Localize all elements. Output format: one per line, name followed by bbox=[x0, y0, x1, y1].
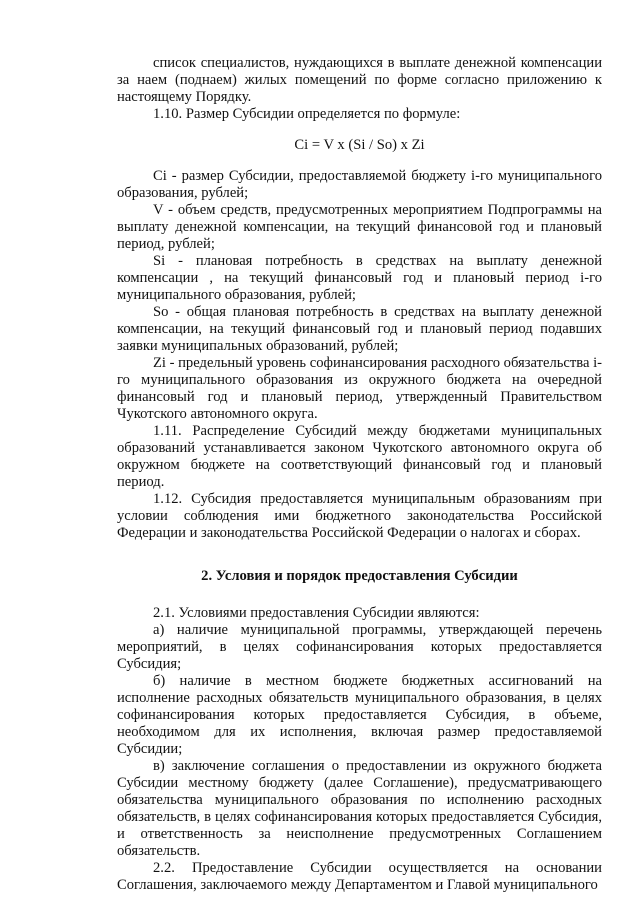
paragraph-1-10: 1.10. Размер Субсидии определяется по формуле: bbox=[153, 106, 461, 122]
section-heading: 2. Условия и порядок предоставления Субсидии bbox=[201, 568, 518, 584]
definition-zi: Zi - предельный уровень софинансирования расходного обязательства i-го муниципального образования из окружного бюджета на очередной финансовый год и плановый период, утвержденный Правительством Чукотского автономного округа. bbox=[117, 355, 602, 422]
definition-v: V - объем средств, предусмотренных мероприятием Подпрограммы на выплату денежной компенсации, на текущий финансовой год и плановый период, рублей; bbox=[117, 202, 602, 252]
definition-ci: Ci - размер Субсидии, предоставляемой бюджету i-го муниципального образования, рублей; bbox=[117, 168, 602, 201]
paragraph-2-1: 2.1. Условиями предоставления Субсидии являются: bbox=[153, 605, 480, 621]
definition-si: Si - плановая потребность в средствах на выплату денежной компенсации , на текущий финансовый год и плановый период i-го муниципального образования, рублей; bbox=[117, 253, 602, 303]
paragraph-2-2: 2.2. Предоставление Субсидии осуществляется на основании Соглашения, заключаемого между Департаментом и Главой муниципального bbox=[117, 860, 602, 893]
paragraph-1-12: 1.12. Субсидия предоставляется муниципальным образованиям при условии соблюдения ими бюджетного законодательства Российской Федерации и законодательства Российской Федерации о налогах и сборах. bbox=[117, 491, 602, 541]
condition-v: в) заключение соглашения о предоставлении из окружного бюджета Субсидии местному бюджету (далее Соглашение), предусматривающего обязательства муниципального образования по исполнению расходных обязательств, в целях софинансирования которых предоставляется Субсидия, и ответственность за неисполнение предусмотренных Соглашением обязательств. bbox=[117, 758, 602, 859]
paragraph-specialists-list: список специалистов, нуждающихся в выплате денежной компенсации за наем (поднаем) жилых помещений по форме согласно приложению к настоящему Порядку. bbox=[117, 55, 602, 105]
subsidy-formula: Ci = V x (Si / So) x Zi bbox=[294, 137, 425, 153]
condition-b: б) наличие в местном бюджете бюджетных ассигнований на исполнение расходных обязательств муниципального образования, в целях софинансирования которых предоставляется Субсидия, в объеме, необходимом для их исполнения, включая размер предоставляемой Субсидии; bbox=[117, 673, 602, 757]
condition-a: а) наличие муниципальной программы, утверждающей перечень мероприятий, в целях софинансирования которых предоставляется Субсидия; bbox=[117, 622, 602, 672]
definition-so: So - общая плановая потребность в средствах на выплату денежной компенсации, на текущий финансовый год и плановый период подавших заявки муниципальных образований, рублей; bbox=[117, 304, 602, 354]
paragraph-1-11: 1.11. Распределение Субсидий между бюджетами муниципальных образований устанавливается законом Чукотского автономного округа об окружном бюджете на соответствующий финансовый год и плановый период. bbox=[117, 423, 602, 490]
